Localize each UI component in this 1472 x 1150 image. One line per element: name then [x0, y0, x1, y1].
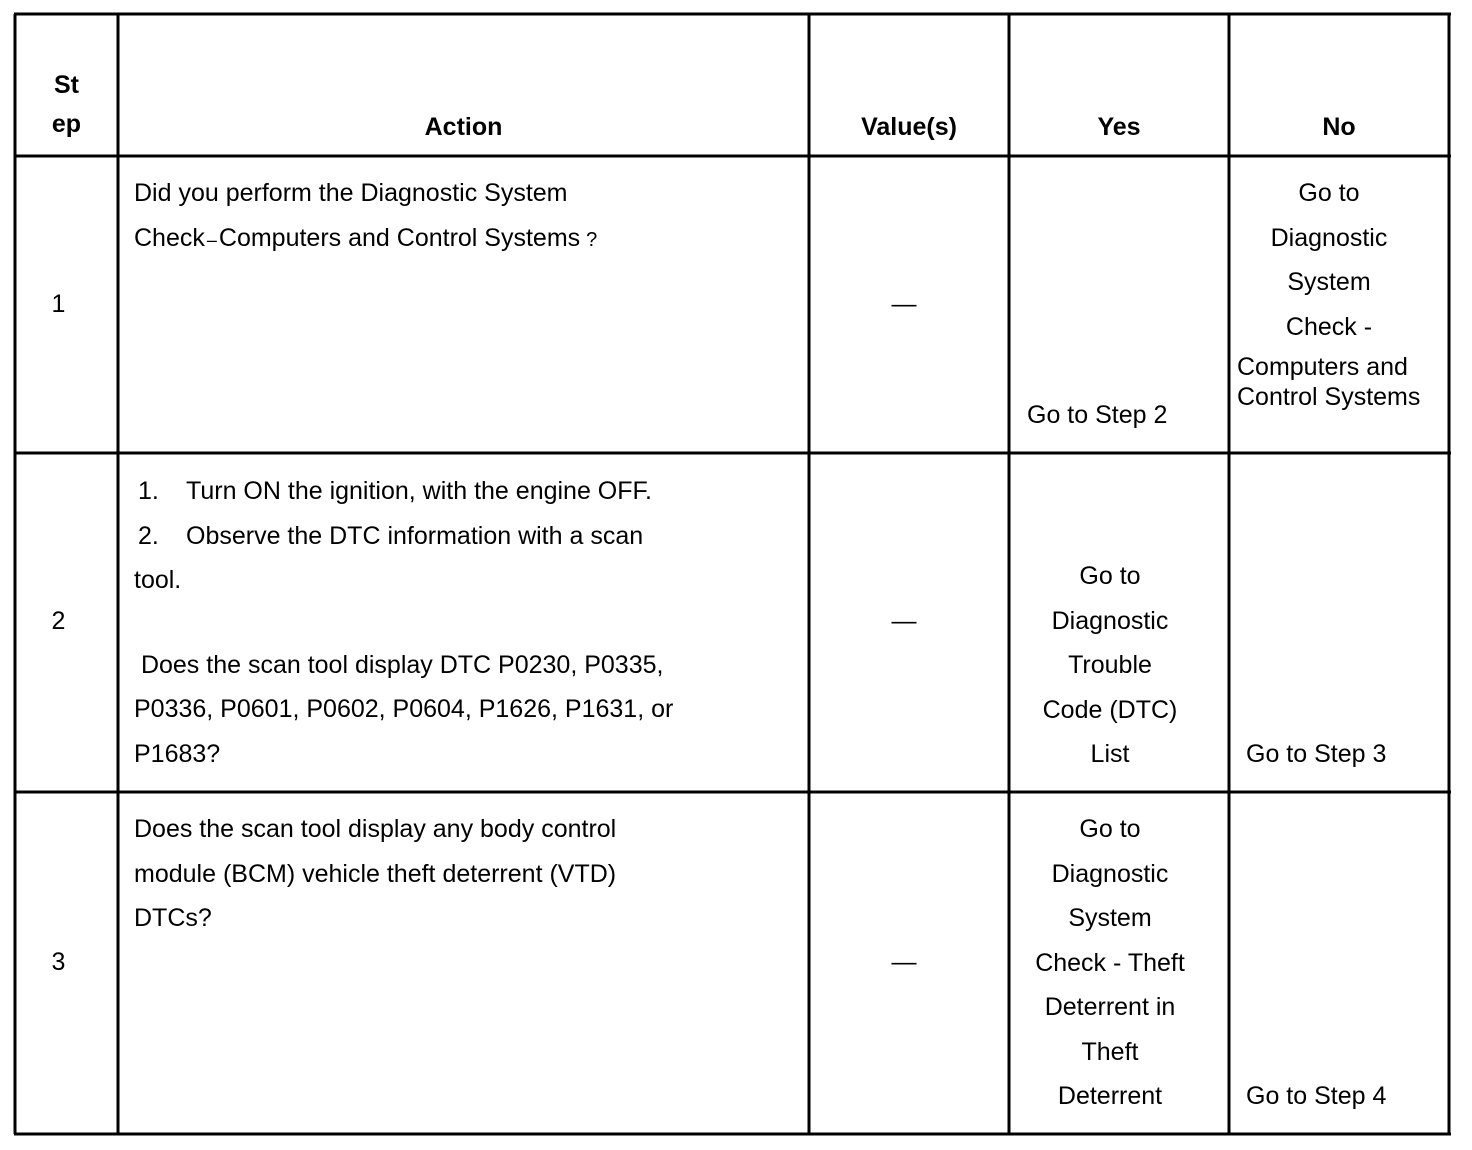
row2-value: — [891, 607, 917, 635]
header-step: St ep [51, 71, 82, 138]
row3-step: 3 [51, 948, 66, 976]
header-yes: Yes [1097, 113, 1141, 141]
list-item: 2. Observe the DTC information with a scan [138, 521, 644, 550]
row1-yes: Go to Step 2 [1027, 401, 1168, 429]
row1-no-tail: Computers and Control Systems [1237, 353, 1421, 411]
row1-no: Go to Diagnostic System Check - [1270, 179, 1388, 341]
row1-value: — [891, 290, 917, 318]
row3-no: Go to Step 4 [1246, 1082, 1387, 1110]
list-item: 1. Turn ON the ignition, with the engine OFF. [138, 477, 652, 505]
header-no: No [1322, 113, 1356, 141]
header-action: Action [424, 113, 503, 141]
row2-step: 2 [51, 607, 66, 635]
header-values: Value(s) [861, 113, 957, 141]
row3-yes: Go to Diagnostic System Check - Theft Deterrent in Theft Deterrent [1035, 815, 1185, 1110]
row1-action: Did you perform the Diagnostic System Check –Computers and Control Systems ? [134, 179, 598, 252]
row3-action: Does the scan tool display any body control module (BCM) vehicle theft deterrent (VTD) DTCs? [134, 815, 617, 932]
row2-action: 1. Turn ON the ignition, with the engine OFF. 2. Observe the DTC information with a scan tool. Does the scan tool display DTC P0230, P0335, P0336, P0601, P0602, P0604, P1626, P1631, or P1683? [134, 469, 794, 776]
row3-value: — [891, 948, 917, 976]
row1-step: 1 [51, 290, 66, 318]
row2-no: Go to Step 3 [1246, 740, 1387, 768]
row2-yes: Go to Diagnostic Trouble Code (DTC) List [1042, 562, 1178, 768]
